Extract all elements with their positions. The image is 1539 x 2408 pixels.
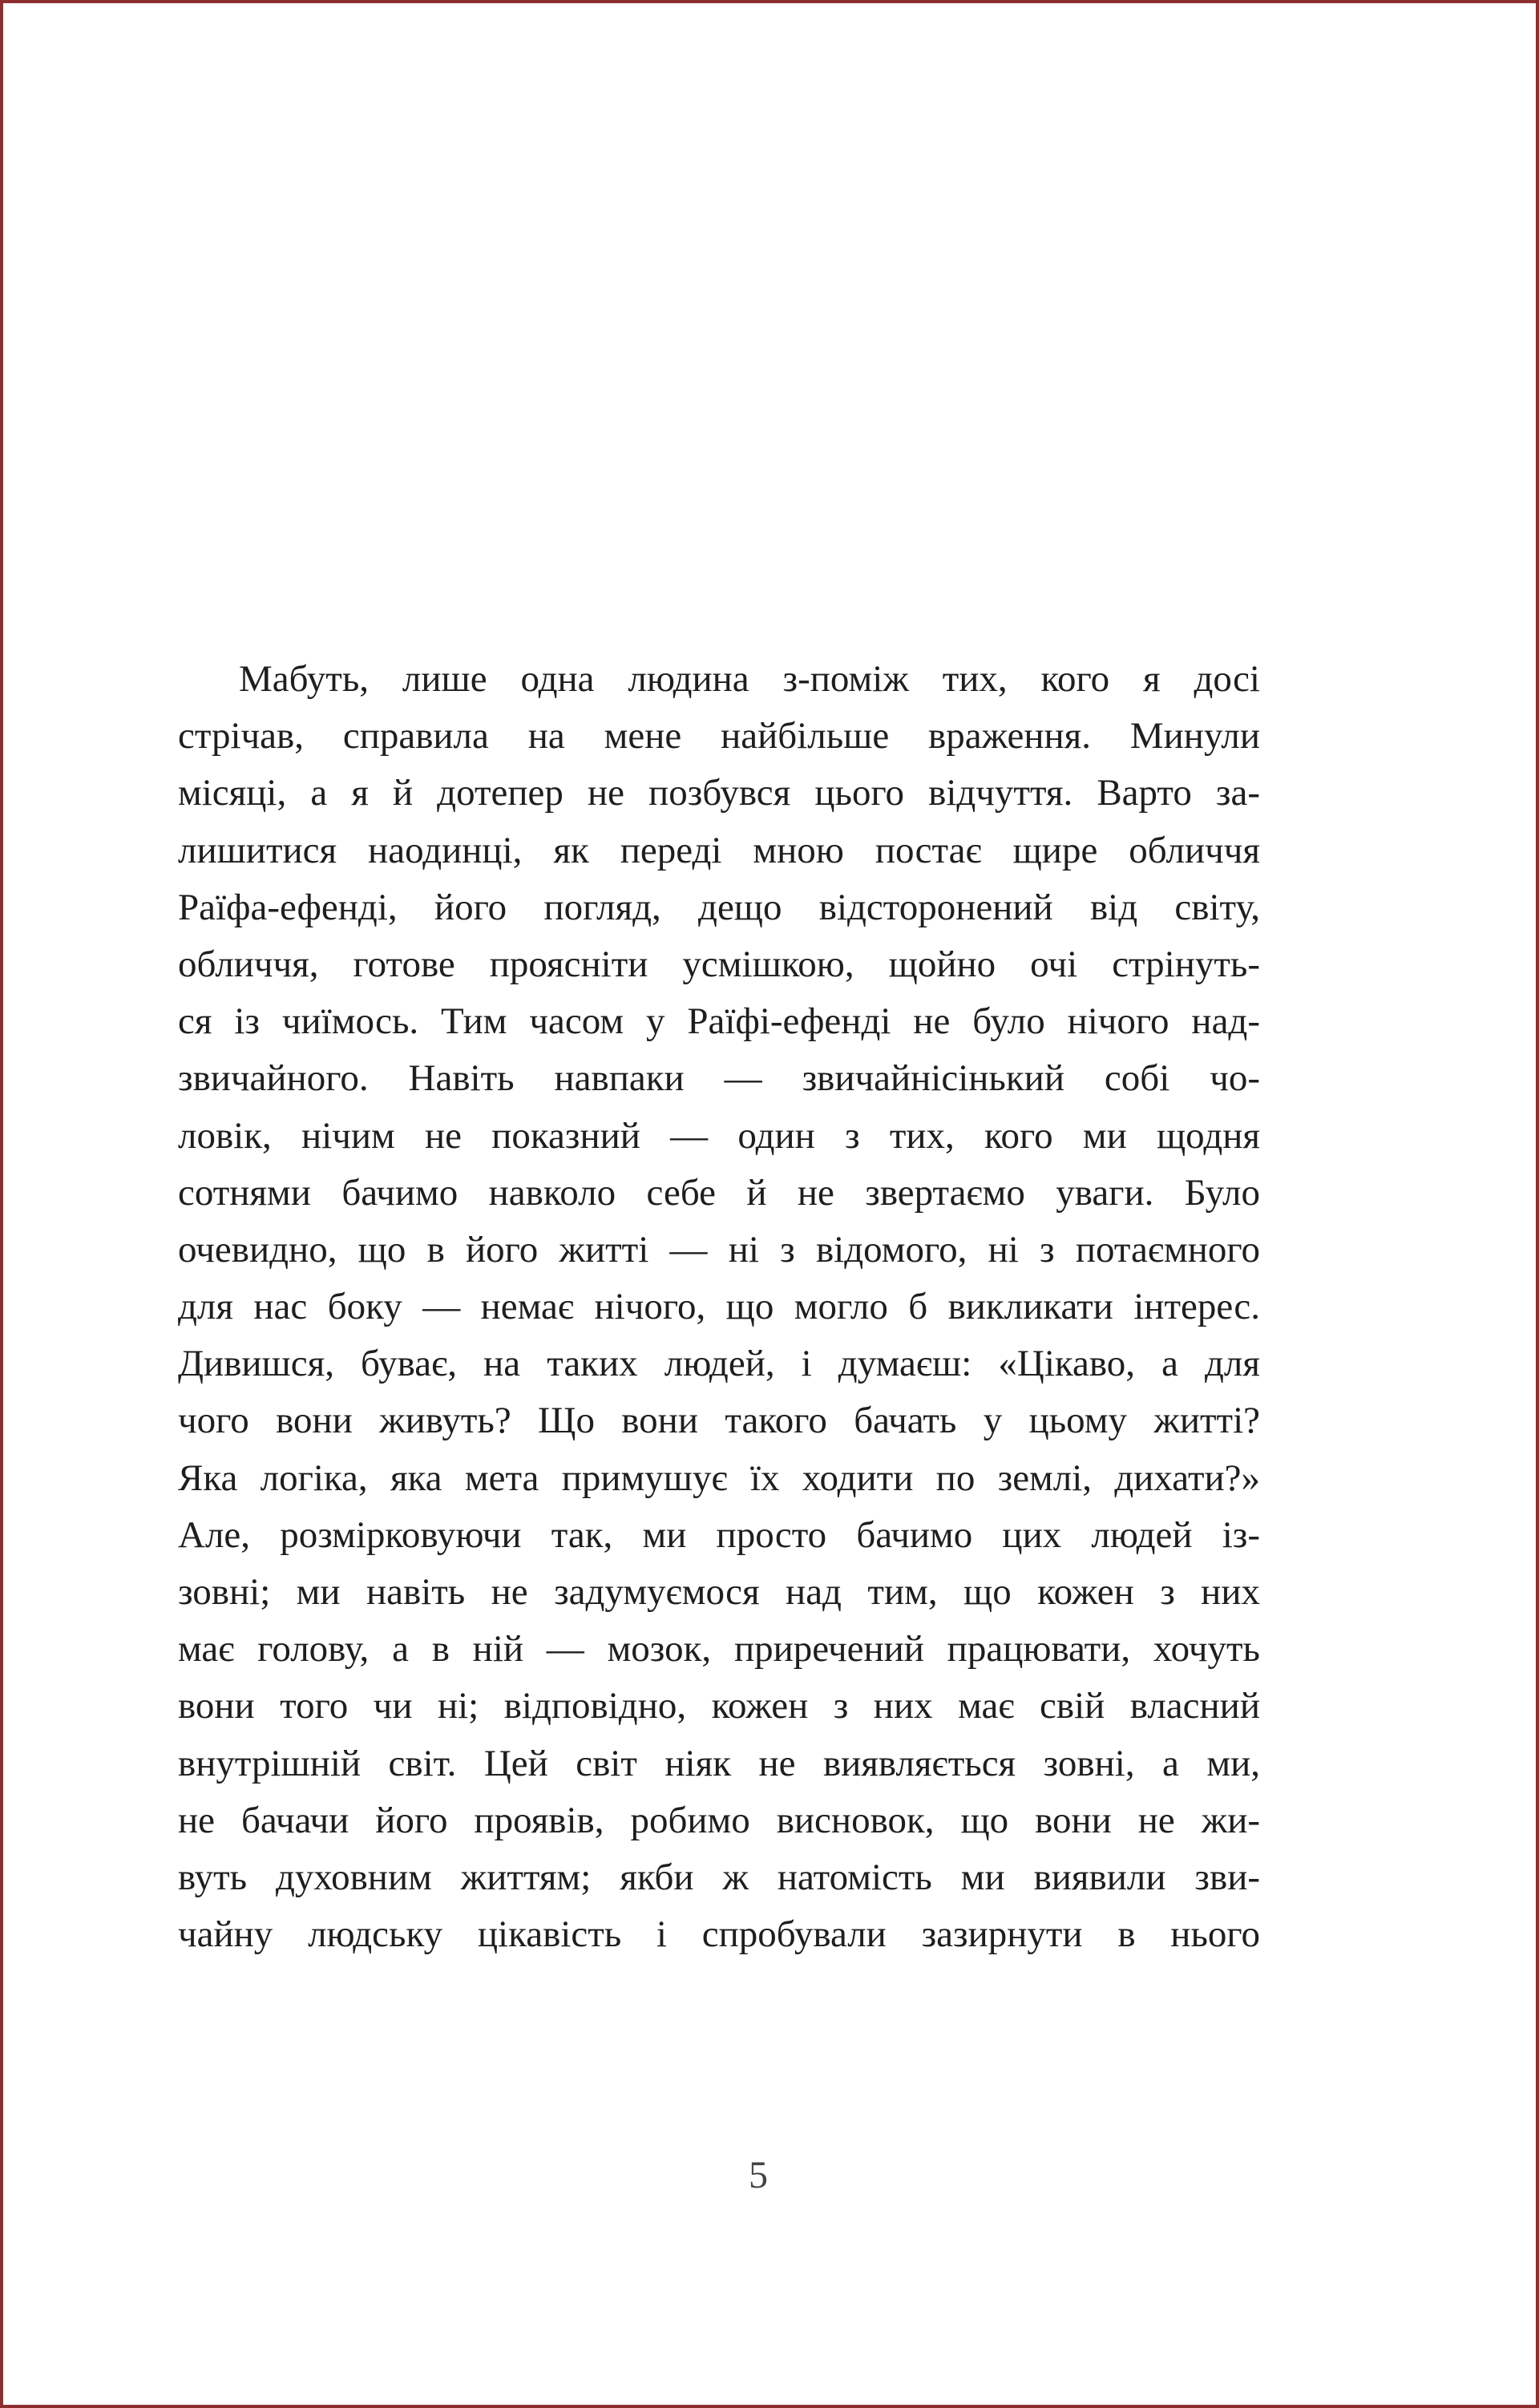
text-line: Яка логіка, яка мета примушує їх ходити по землі, дихати?» — [178, 1457, 1260, 1499]
text-line: вони того чи ні; відповідно, кожен з них має свій власний — [178, 1685, 1260, 1727]
text-line: стрічав, справила на мене найбільше враження. Минули — [178, 715, 1260, 758]
text-line: сотнями бачимо навколо себе й не звертаємо уваги. Було — [178, 1171, 1260, 1214]
text-line: вуть духовним життям; якби ж натомість ми виявили зви- — [178, 1856, 1260, 1898]
page-number: 5 — [749, 2154, 768, 2196]
text-line: Але, розмірковуючи так, ми просто бачимо цих людей із- — [178, 1513, 1260, 1556]
text-line: місяці, а я й дотепер не позбувся цього відчуття. Варто за- — [178, 772, 1260, 814]
text-line: лишитися наодинці, як переді мною постає щире обличчя — [178, 829, 1260, 871]
text-line: ловік, нічим не показний — один з тих, кого ми щодня — [178, 1114, 1260, 1157]
text-line: Дивишся, буває, на таких людей, і думаєш: «Цікаво, а для — [178, 1343, 1260, 1385]
page-number-container — [0, 2153, 1539, 2197]
text-line: звичайного. Навіть навпаки — звичайнісінький собі чо- — [178, 1057, 1260, 1100]
text-line: зовні; ми навіть не задумуємося над тим, що кожен з них — [178, 1571, 1260, 1613]
text-line: ся із чиїмось. Тим часом у Раїфі-ефенді не було нічого над- — [178, 1000, 1260, 1043]
text-line: чого вони живуть? Що вони такого бачать у цьому житті? — [178, 1400, 1260, 1442]
text-line: для нас боку — немає нічого, що могло б викликати інтерес. — [178, 1286, 1260, 1328]
text-line: Раїфа-ефенді, його погляд, дещо відсторонений від світу, — [178, 886, 1260, 928]
body-text — [178, 651, 1260, 1963]
text-line: Мабуть, лише одна людина з-поміж тих, кого я досі — [239, 658, 1260, 700]
text-line: обличчя, готове проясніти усмішкою, щойно очі стрінуть- — [178, 943, 1260, 985]
text-line: внутрішній світ. Цей світ ніяк не виявляється зовні, а ми, — [178, 1742, 1260, 1784]
text-line: не бачачи його проявів, робимо висновок, що вони не жи- — [178, 1799, 1260, 1841]
text-line: має голову, а в ній — мозок, приречений працювати, хочуть — [178, 1628, 1260, 1671]
text-line: чайну людську цікавість і спробували зазирнути в нього — [178, 1913, 1260, 1956]
text-line: очевидно, що в його житті — ні з відомого, ні з потаємного — [178, 1228, 1260, 1271]
